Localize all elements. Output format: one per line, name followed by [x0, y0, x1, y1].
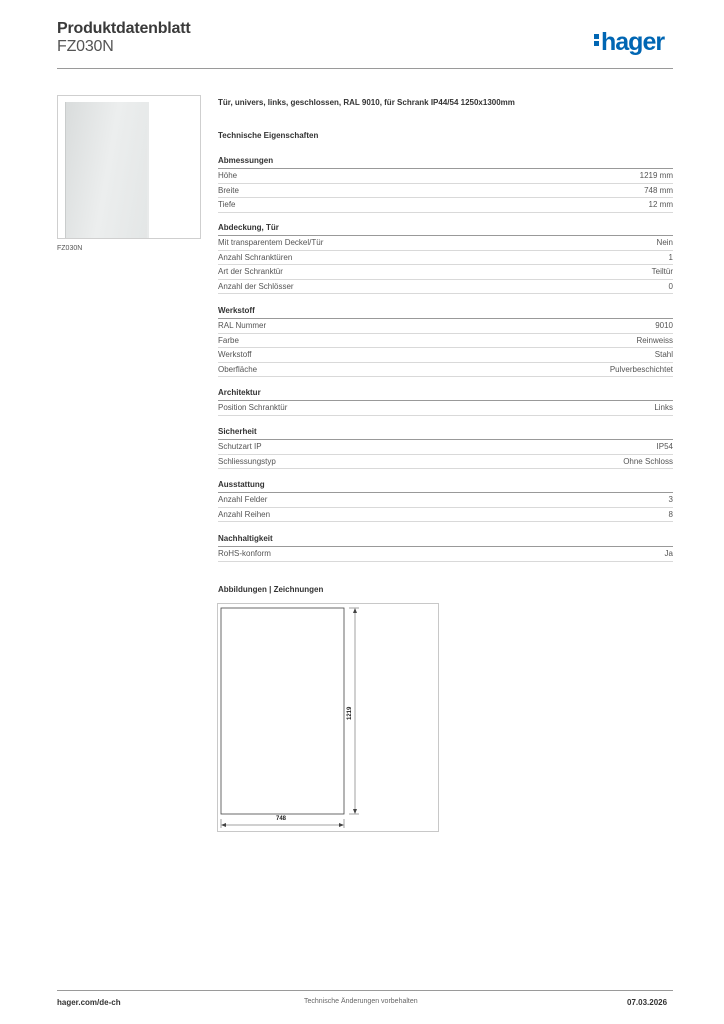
property-value: 3: [668, 495, 673, 504]
tech-heading: Technische Eigenschaften: [218, 131, 319, 140]
group-title: Werkstoff: [218, 306, 673, 319]
property-label: Schliessungstyp: [218, 456, 276, 466]
width-arrow-right: [339, 823, 344, 827]
drawings-heading: Abbildungen | Zeichnungen: [218, 585, 324, 594]
property-value: Nein: [656, 238, 673, 247]
height-arrow-top: [353, 608, 357, 613]
group-title: Abmessungen: [218, 156, 673, 169]
property-value: Ja: [664, 549, 673, 558]
width-dimension-label: 748: [276, 816, 287, 822]
property-value: 748 mm: [644, 185, 673, 195]
property-label: Schutzart IP: [218, 442, 262, 451]
property-value: Reinweiss: [636, 335, 673, 345]
group-title: Nachhaltigkeit: [218, 534, 673, 547]
property-value: 9010: [655, 321, 673, 330]
group-title: Architektur: [218, 388, 673, 401]
property-label: Anzahl der Schlösser: [218, 281, 294, 291]
property-label: RAL Nummer: [218, 321, 267, 330]
property-value: 12 mm: [648, 200, 673, 209]
property-label: Anzahl Schranktüren: [218, 252, 293, 262]
height-arrow-bottom: [353, 809, 357, 814]
property-value: Ohne Schloss: [623, 456, 673, 466]
property-label: Mit transparentem Deckel/Tür: [218, 238, 324, 247]
door-outline: [221, 608, 344, 814]
property-label: Werkstoff: [218, 350, 252, 359]
width-arrow-left: [221, 823, 226, 827]
group-title: Ausstattung: [218, 480, 673, 493]
property-label: Position Schranktür: [218, 403, 288, 412]
image-caption: FZ030N: [57, 245, 83, 252]
page-title: Produktdatenblatt: [57, 20, 191, 37]
property-value: Links: [654, 403, 673, 412]
property-label: RoHS-konform: [218, 549, 271, 558]
property-label: Höhe: [218, 171, 238, 180]
logo-text: hager: [601, 28, 665, 56]
property-value: 1219 mm: [639, 171, 673, 180]
property-value: Stahl: [654, 350, 673, 359]
property-value: Teiltür: [651, 267, 673, 276]
group-title: Abdeckung, Tür: [218, 223, 673, 236]
property-value: 0: [668, 281, 673, 291]
property-label: Oberfläche: [218, 364, 258, 374]
footer-date: 07.03.2026: [627, 998, 668, 1007]
property-label: Breite: [218, 185, 239, 195]
property-value: Pulverbeschichtet: [609, 364, 673, 374]
property-value: 8: [668, 509, 673, 519]
property-label: Farbe: [218, 335, 239, 345]
footer-divider: [57, 990, 673, 991]
footer-notice: Technische Änderungen vorbehalten: [304, 998, 418, 1005]
property-label: Tiefe: [218, 200, 236, 209]
property-label: Anzahl Felder: [218, 495, 268, 504]
property-value: IP54: [656, 442, 673, 451]
group-title: Sicherheit: [218, 427, 673, 440]
product-description: Tür, univers, links, geschlossen, RAL 9010, für Schrank IP44/54 1250x1300mm: [218, 98, 515, 107]
property-label: Art der Schranktür: [218, 267, 283, 276]
height-dimension-label: 1219: [347, 706, 353, 720]
property-label: Anzahl Reihen: [218, 509, 271, 519]
property-value: 1: [668, 252, 673, 262]
footer-website-link[interactable]: hager.com/de-ch: [57, 998, 121, 1007]
product-code: FZ030N: [57, 38, 114, 55]
